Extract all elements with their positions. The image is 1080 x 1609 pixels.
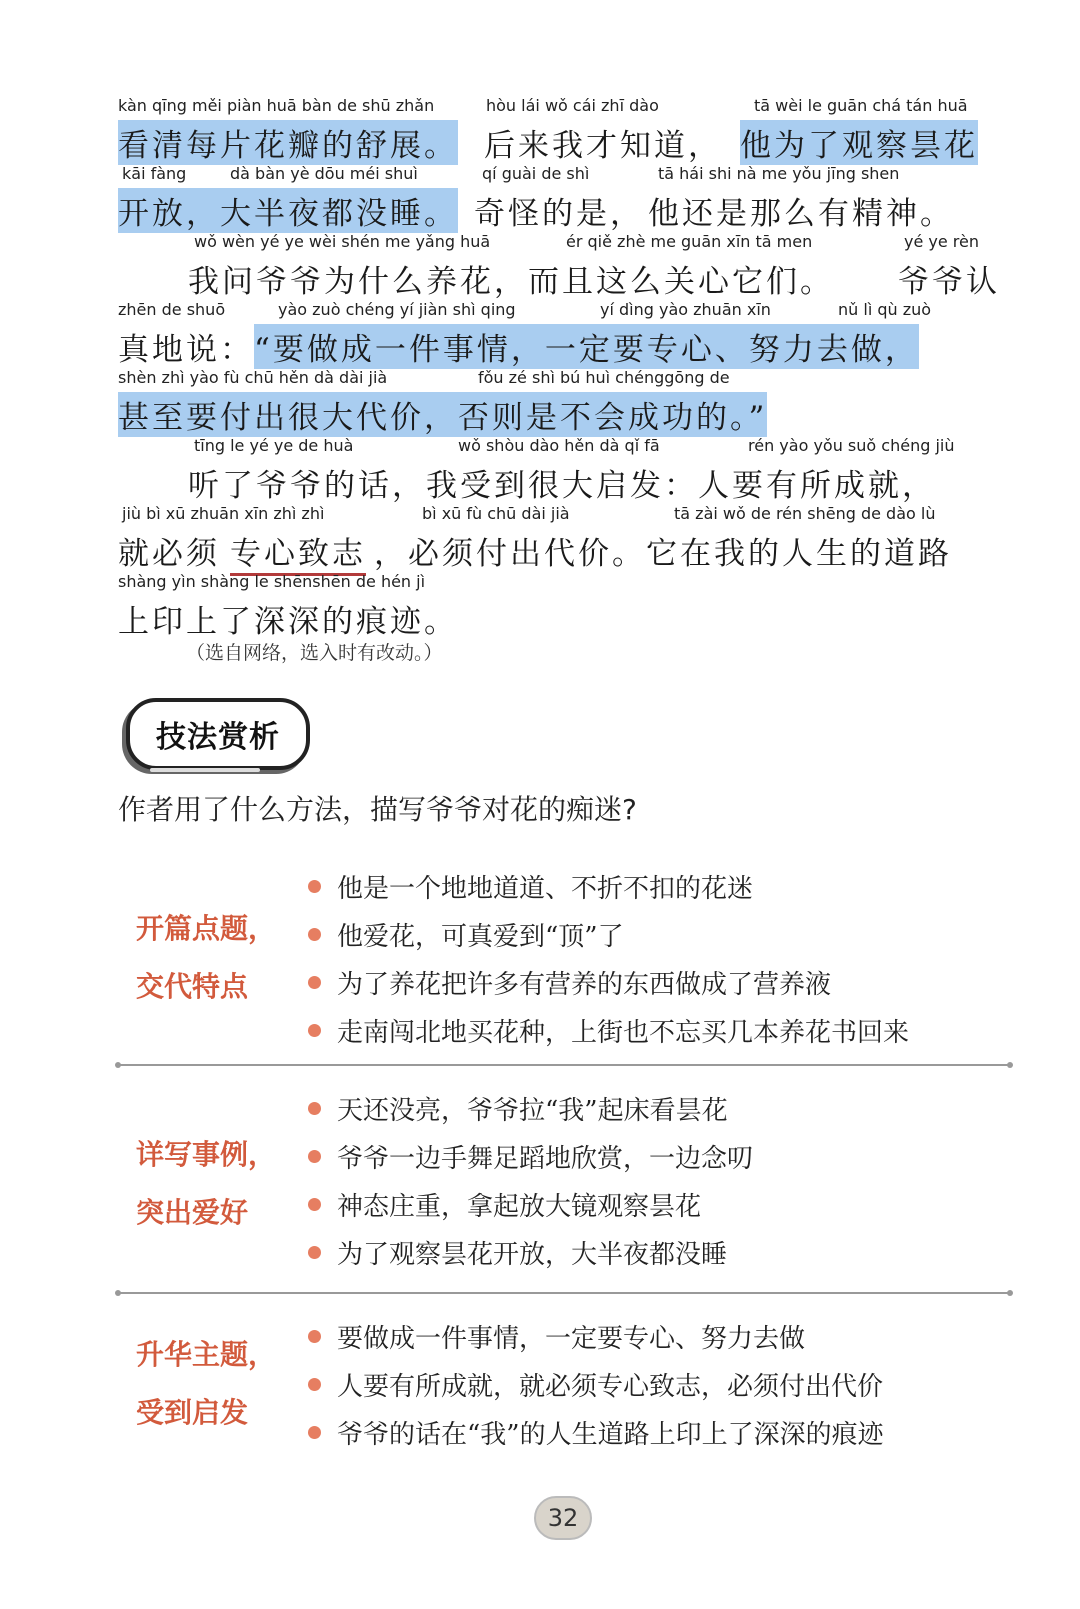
pinyin: yí dìng yào zhuān xīn bbox=[600, 300, 771, 319]
item-text: 天还没亮，爷爷拉“我”起床看昙花 bbox=[337, 1095, 728, 1126]
pinyin: yào zuò chéng yí jiàn shì qing bbox=[278, 300, 516, 319]
divider bbox=[118, 1292, 1010, 1294]
group-label bbox=[136, 1326, 276, 1442]
group-items bbox=[308, 862, 909, 1054]
bullet-dot bbox=[308, 880, 321, 893]
badge-underline bbox=[150, 768, 260, 772]
list-item bbox=[308, 910, 909, 958]
pinyin-row bbox=[118, 96, 1030, 120]
list-item bbox=[308, 1360, 884, 1408]
analysis-group bbox=[118, 1312, 1010, 1462]
pinyin: rén yào yǒu suǒ chéng jiù bbox=[748, 436, 955, 455]
highlighted-text: 甚至要付出很大代价，否则是不会成功的。” bbox=[118, 392, 767, 437]
pinyin: shàng yìn shàng le shēnshēn de hén jì bbox=[118, 572, 426, 591]
item-text: 走南闯北地买花种，上街也不忘买几本养花书回来 bbox=[337, 1017, 910, 1048]
list-item bbox=[308, 862, 909, 910]
pinyin: ér qiě zhè me guān xīn tā men bbox=[566, 232, 813, 251]
pinyin: wǒ shòu dào hěn dà qǐ fā bbox=[458, 436, 660, 455]
pinyin-row bbox=[118, 232, 1030, 256]
item-text: 神态庄重，拿起放大镜观察昙花 bbox=[337, 1191, 702, 1222]
hanzi-row bbox=[118, 188, 1030, 232]
divider bbox=[118, 1064, 1010, 1066]
hanzi-row bbox=[118, 256, 1030, 300]
passage-line bbox=[118, 300, 1030, 368]
passage-line bbox=[118, 164, 1030, 232]
list-item bbox=[308, 1312, 884, 1360]
pinyin: shèn zhì yào fù chū hěn dà dài jià bbox=[118, 368, 388, 387]
underlined-text: 专心致志 bbox=[230, 528, 366, 576]
text-segment: 奇怪的是， bbox=[474, 196, 644, 232]
hanzi-row bbox=[118, 460, 1030, 504]
hanzi-row bbox=[118, 392, 1030, 436]
text-segment: 上印上了深深的痕迹。 bbox=[118, 604, 458, 640]
text-segment: 听了爷爷的话，我受到很大启发：人要有所成就， bbox=[188, 468, 936, 504]
pinyin: tīng le yé ye de huà bbox=[194, 436, 354, 455]
passage-line bbox=[118, 96, 1030, 164]
hanzi-row bbox=[118, 120, 1030, 164]
item-text: 为了观察昙花开放，大半夜都没睡 bbox=[337, 1239, 728, 1270]
analysis-group bbox=[118, 862, 1010, 1052]
hanzi-row bbox=[118, 596, 1030, 640]
source-note: （选自网络，选入时有改动。） bbox=[186, 642, 443, 664]
item-text: 人要有所成就，就必须专心致志，必须付出代价 bbox=[337, 1371, 884, 1402]
pinyin: yé ye rèn bbox=[904, 232, 980, 251]
list-item bbox=[308, 1084, 753, 1132]
bullet-dot bbox=[308, 1378, 321, 1391]
list-item bbox=[308, 958, 909, 1006]
text-segment: 就必须 bbox=[118, 536, 220, 572]
pinyin: wǒ wèn yé ye wèi shén me yǎng huā bbox=[194, 232, 491, 251]
pinyin-row bbox=[118, 300, 1030, 324]
pinyin: nǔ lì qù zuò bbox=[838, 300, 932, 319]
item-text: 为了养花把许多有营养的东西做成了营养液 bbox=[337, 969, 832, 1000]
analysis-group bbox=[118, 1084, 1010, 1274]
bullet-dot bbox=[308, 1246, 321, 1259]
pinyin-row bbox=[118, 572, 1030, 596]
list-item bbox=[308, 1408, 884, 1456]
pinyin: tā wèi le guān chá tán huā bbox=[754, 96, 968, 115]
group-label-line: 交代特点 bbox=[136, 970, 249, 1003]
item-text: 他爱花，可真爱到“顶”了 bbox=[337, 921, 624, 952]
passage-line bbox=[118, 504, 1030, 572]
bullet-dot bbox=[308, 1150, 321, 1163]
text-segment: 爷爷认 bbox=[898, 264, 1000, 300]
group-label bbox=[136, 900, 276, 1016]
group-label-line: 突出爱好 bbox=[136, 1196, 249, 1229]
text-segment: 他还是那么有精神。 bbox=[648, 196, 954, 232]
pinyin-row bbox=[118, 504, 1030, 528]
item-text: 他是一个地地道道、不折不扣的花迷 bbox=[337, 873, 754, 904]
pinyin: kàn qīng měi piàn huā bàn de shū zhǎn bbox=[118, 96, 435, 115]
bullet-dot bbox=[308, 1198, 321, 1211]
highlighted-text: 看清每片花瓣的舒展。 bbox=[118, 120, 458, 165]
passage-line bbox=[118, 368, 1030, 436]
text-segment: 我问爷爷为什么养花，而且这么关心它们。 bbox=[188, 264, 834, 300]
passage-line bbox=[118, 232, 1030, 300]
pinyin: kāi fàng bbox=[122, 164, 187, 183]
section-question: 作者用了什么方法，描写爷爷对花的痴迷? bbox=[118, 793, 637, 826]
item-text: 爷爷一边手舞足蹈地欣赏，一边念叨 bbox=[337, 1143, 754, 1174]
pinyin: zhēn de shuō bbox=[118, 300, 226, 319]
pinyin: jiù bì xū zhuān xīn zhì zhì bbox=[122, 504, 325, 523]
list-item bbox=[308, 1132, 753, 1180]
bullet-dot bbox=[308, 928, 321, 941]
highlighted-text: 开放，大半夜都没睡。 bbox=[118, 188, 458, 233]
text-segment: ，必须付出代价。它在我的人生的道路 bbox=[374, 536, 952, 572]
hanzi-row bbox=[118, 324, 1030, 368]
pinyin-row bbox=[118, 164, 1030, 188]
pinyin: tā hái shi nà me yǒu jīng shen bbox=[658, 164, 900, 183]
group-label bbox=[136, 1126, 276, 1242]
page-number: 32 bbox=[534, 1496, 592, 1540]
pinyin-row bbox=[118, 436, 1030, 460]
pinyin: bì xū fù chū dài jià bbox=[422, 504, 570, 523]
list-item bbox=[308, 1180, 753, 1228]
item-text: 要做成一件事情，一定要专心、努力去做 bbox=[337, 1323, 806, 1354]
hanzi-row bbox=[118, 528, 1030, 572]
group-label-line: 升华主题， bbox=[136, 1338, 277, 1371]
group-label-line: 开篇点题， bbox=[136, 912, 277, 945]
section-badge: 技法赏析 bbox=[126, 698, 310, 770]
pinyin-row bbox=[118, 368, 1030, 392]
group-label-line: 详写事例， bbox=[136, 1138, 277, 1171]
group-label-line: 受到启发 bbox=[136, 1396, 249, 1429]
pinyin: hòu lái wǒ cái zhī dào bbox=[486, 96, 659, 115]
text-segment: 后来我才知道， bbox=[484, 128, 722, 164]
highlighted-text: 他为了观察昙花 bbox=[740, 120, 978, 165]
passage-line bbox=[118, 572, 1030, 640]
pinyin: dà bàn yè dōu méi shuì bbox=[230, 164, 418, 183]
bullet-dot bbox=[308, 1426, 321, 1439]
pinyin: fǒu zé shì bú huì chénggōng de bbox=[478, 368, 730, 387]
bullet-dot bbox=[308, 1102, 321, 1115]
highlighted-text: “要做成一件事情，一定要专心、努力去做， bbox=[254, 324, 919, 369]
bullet-dot bbox=[308, 1330, 321, 1343]
list-item bbox=[308, 1228, 753, 1276]
item-text: 爷爷的话在“我”的人生道路上印上了深深的痕迹 bbox=[337, 1419, 884, 1450]
group-items bbox=[308, 1084, 753, 1276]
text-segment: 真地说： bbox=[118, 332, 254, 368]
group-items bbox=[308, 1312, 884, 1456]
bullet-dot bbox=[308, 1024, 321, 1037]
pinyin: tā zài wǒ de rén shēng de dào lù bbox=[674, 504, 936, 523]
passage-line bbox=[118, 436, 1030, 504]
list-item bbox=[308, 1006, 909, 1054]
pinyin: qí guài de shì bbox=[482, 164, 590, 183]
bullet-dot bbox=[308, 976, 321, 989]
